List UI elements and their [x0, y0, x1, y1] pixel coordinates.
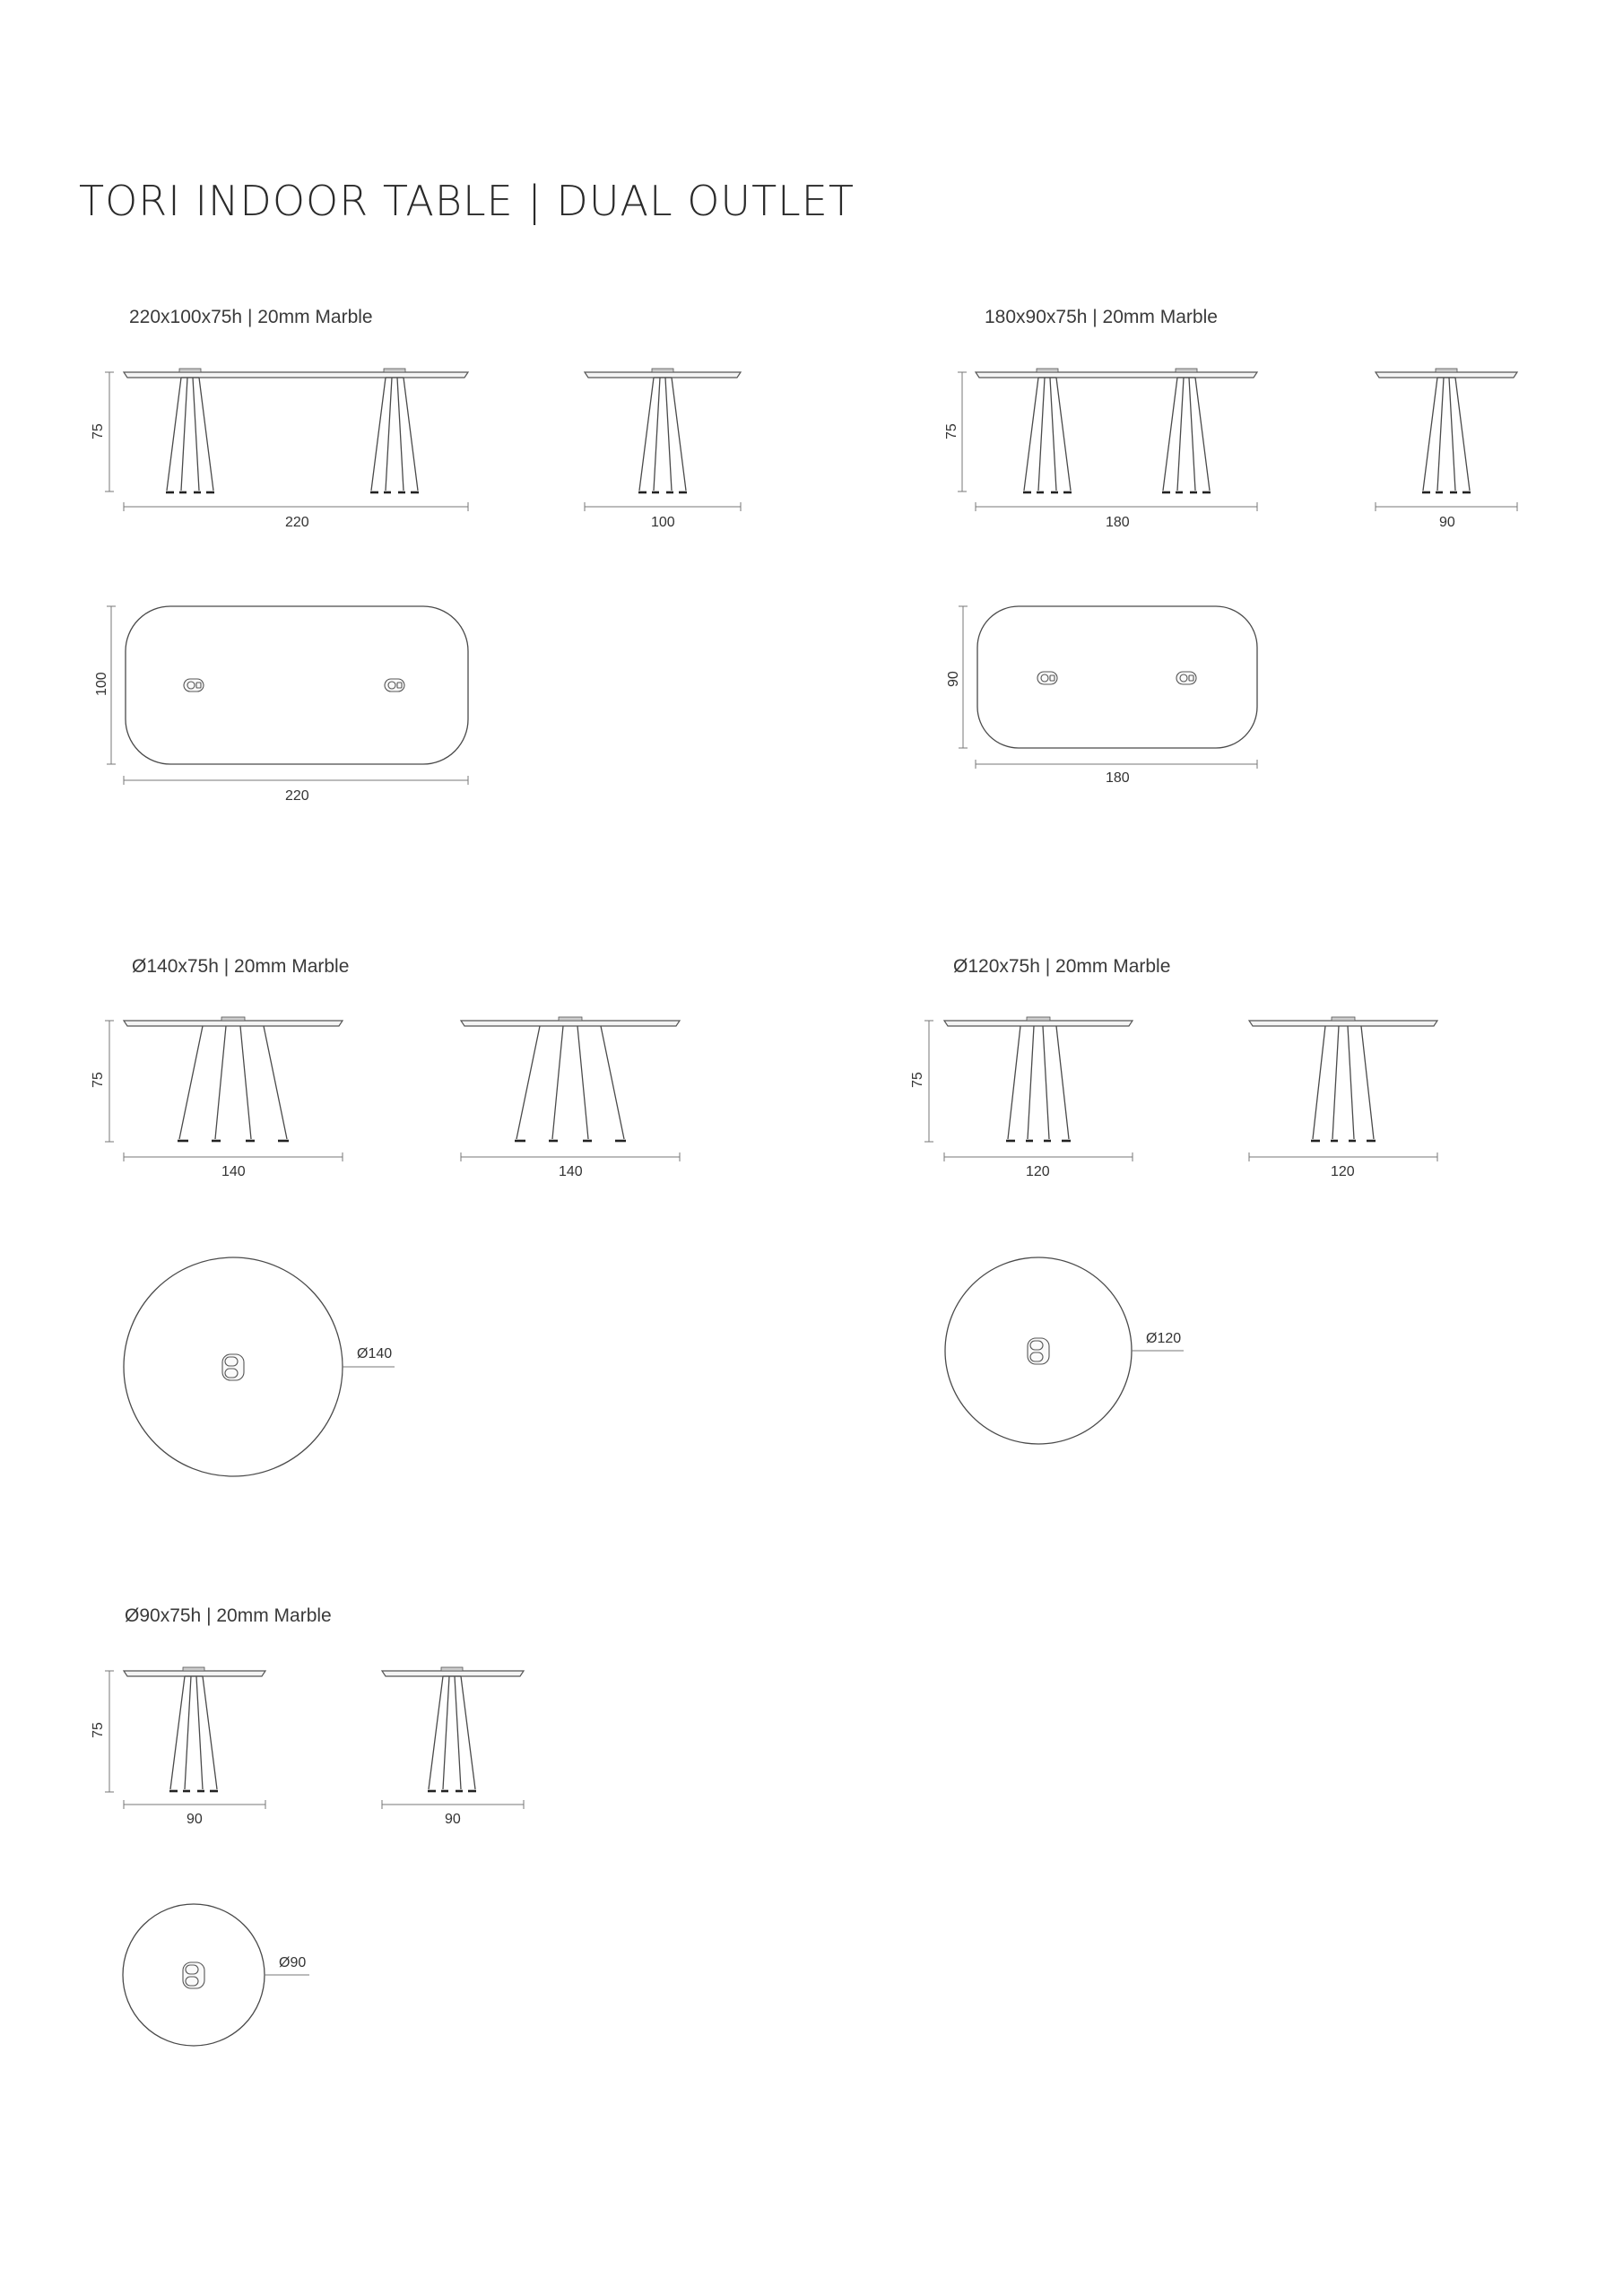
diameter-dim: Ø140 — [357, 1346, 393, 1361]
plan-view — [124, 1257, 395, 1476]
elevation-front — [91, 1017, 343, 1179]
spec-label: 220x100x75h | 20mm Marble — [129, 307, 373, 327]
plan-depth-dim: 90 — [946, 671, 961, 687]
elevation-long — [91, 369, 468, 530]
elevation-side — [382, 1667, 524, 1827]
elevation-front — [910, 1017, 1133, 1179]
side-dim: 90 — [445, 1812, 461, 1827]
diameter-dim: Ø90 — [279, 1955, 307, 1970]
plan-view — [94, 606, 468, 804]
front-dim: 90 — [187, 1812, 203, 1827]
spec-label: 180x90x75h | 20mm Marble — [985, 307, 1218, 327]
variant-d90 — [91, 1605, 524, 2046]
length-dim: 220 — [285, 515, 309, 530]
page-title: TORI INDOOR TABLE | DUAL OUTLET — [79, 177, 855, 225]
diameter-dim: Ø120 — [1146, 1331, 1182, 1346]
plan-view — [945, 1257, 1184, 1444]
elevation-short — [585, 369, 741, 530]
elevation-side — [461, 1017, 680, 1179]
plan-view — [946, 606, 1257, 786]
front-dim: 140 — [221, 1164, 246, 1179]
variant-180x90 — [944, 307, 1517, 786]
elevation-long — [944, 369, 1257, 530]
height-dim: 75 — [910, 1072, 925, 1088]
side-dim: 140 — [559, 1164, 583, 1179]
plan-length-dim: 220 — [285, 788, 309, 804]
width-dim: 100 — [651, 515, 675, 530]
plan-length-dim: 180 — [1106, 770, 1130, 786]
elevation-short — [1376, 369, 1517, 530]
spec-label: Ø90x75h | 20mm Marble — [125, 1605, 332, 1626]
variant-d140 — [91, 956, 680, 1476]
height-dim: 75 — [91, 1072, 106, 1088]
elevation-side — [1249, 1017, 1437, 1179]
variant-220x100 — [91, 307, 741, 804]
length-dim: 180 — [1106, 515, 1130, 530]
side-dim: 120 — [1331, 1164, 1355, 1179]
plan-view — [123, 1904, 309, 2046]
width-dim: 90 — [1439, 515, 1455, 530]
variant-d120 — [910, 956, 1437, 1444]
spec-label: Ø140x75h | 20mm Marble — [132, 956, 350, 977]
spec-label: Ø120x75h | 20mm Marble — [953, 956, 1171, 977]
elevation-front — [91, 1667, 265, 1827]
height-dim: 75 — [91, 423, 106, 439]
plan-depth-dim: 100 — [94, 672, 109, 696]
front-dim: 120 — [1026, 1164, 1050, 1179]
height-dim: 75 — [91, 1722, 106, 1738]
height-dim: 75 — [944, 423, 959, 439]
